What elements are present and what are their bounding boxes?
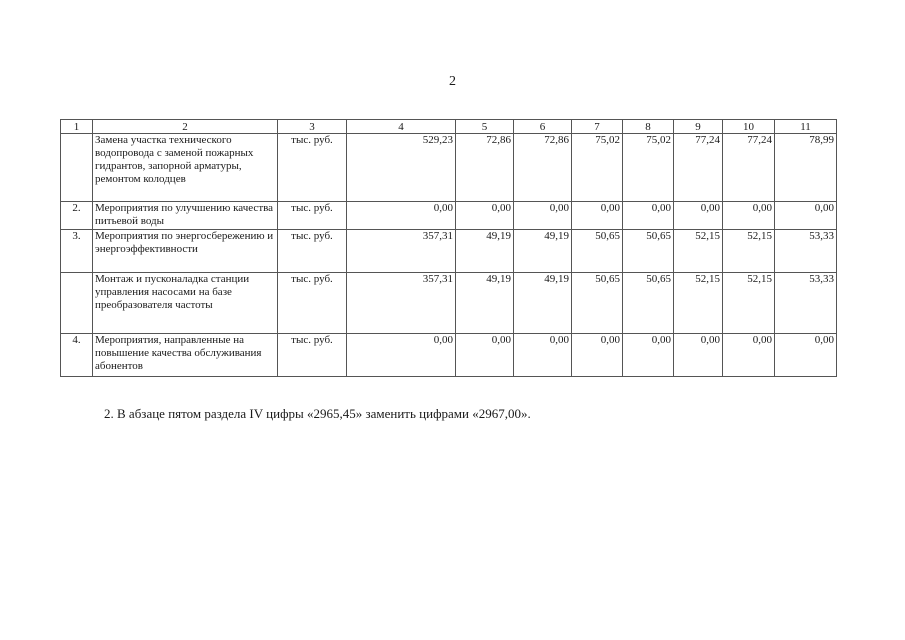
value-cell: 0,00: [514, 334, 572, 377]
value-cell: 49,19: [514, 273, 572, 334]
value-cell: 75,02: [623, 134, 674, 202]
value-cell: 52,15: [674, 273, 723, 334]
column-header: 3: [278, 120, 347, 134]
measure-name: Мероприятия по улучшению качества питьевой воды: [93, 202, 278, 230]
table-row: [61, 334, 837, 377]
table-row: [61, 230, 837, 273]
table-row: [61, 202, 837, 230]
column-header: 1: [61, 120, 93, 134]
value-cell: 50,65: [623, 230, 674, 273]
value-cell: 52,15: [723, 273, 775, 334]
value-cell: 357,31: [347, 273, 456, 334]
page-number: 2: [449, 74, 456, 89]
value-cell: 50,65: [623, 273, 674, 334]
value-cell: 72,86: [514, 134, 572, 202]
value-cell: 0,00: [347, 334, 456, 377]
unit-cell: тыс. руб.: [278, 202, 347, 230]
column-header: 6: [514, 120, 572, 134]
unit-cell: тыс. руб.: [278, 273, 347, 334]
measure-name: Монтаж и пусконаладка станции управления насосами на базе преобразователя частоты: [93, 273, 278, 334]
value-cell: 77,24: [674, 134, 723, 202]
value-cell: 0,00: [572, 202, 623, 230]
value-cell: 49,19: [456, 230, 514, 273]
value-cell: 0,00: [723, 202, 775, 230]
value-cell: 52,15: [674, 230, 723, 273]
value-cell: 72,86: [456, 134, 514, 202]
amendment-paragraph: 2. В абзаце пятом раздела IV цифры «2965,45» заменить цифрами «2967,00».: [104, 406, 531, 421]
value-cell: 0,00: [623, 202, 674, 230]
measure-name: Мероприятия по энергосбережению и энергоэффективности: [93, 230, 278, 273]
value-cell: 0,00: [674, 334, 723, 377]
column-header: 7: [572, 120, 623, 134]
value-cell: 0,00: [674, 202, 723, 230]
value-cell: 0,00: [775, 202, 837, 230]
table-row: [61, 273, 837, 334]
value-cell: 0,00: [456, 334, 514, 377]
column-header: 4: [347, 120, 456, 134]
value-cell: 78,99: [775, 134, 837, 202]
value-cell: 49,19: [456, 273, 514, 334]
value-cell: 0,00: [514, 202, 572, 230]
column-header: 5: [456, 120, 514, 134]
value-cell: 50,65: [572, 273, 623, 334]
row-number: 2.: [61, 202, 93, 230]
column-header: 9: [674, 120, 723, 134]
value-cell: 77,24: [723, 134, 775, 202]
row-number: 3.: [61, 230, 93, 273]
value-cell: 0,00: [572, 334, 623, 377]
value-cell: 50,65: [572, 230, 623, 273]
value-cell: 529,23: [347, 134, 456, 202]
column-header: 2: [93, 120, 278, 134]
value-cell: 0,00: [623, 334, 674, 377]
unit-cell: тыс. руб.: [278, 334, 347, 377]
value-cell: 0,00: [775, 334, 837, 377]
measures-table: [60, 119, 837, 377]
table-header-row: [61, 120, 837, 134]
measure-name: Мероприятия, направленные на повышение качества обслуживания абонентов: [93, 334, 278, 377]
value-cell: 0,00: [723, 334, 775, 377]
row-number: [61, 273, 93, 334]
column-header: 8: [623, 120, 674, 134]
column-header: 10: [723, 120, 775, 134]
value-cell: 75,02: [572, 134, 623, 202]
measure-name: Замена участка технического водопровода с заменой пожарных гидрантов, запорной арматуры, ремонтом колодцев: [93, 134, 278, 202]
value-cell: 53,33: [775, 230, 837, 273]
table-row: [61, 134, 837, 202]
row-number: 4.: [61, 334, 93, 377]
column-header: 11: [775, 120, 837, 134]
unit-cell: тыс. руб.: [278, 230, 347, 273]
value-cell: 52,15: [723, 230, 775, 273]
value-cell: 53,33: [775, 273, 837, 334]
value-cell: 0,00: [456, 202, 514, 230]
value-cell: 357,31: [347, 230, 456, 273]
value-cell: 49,19: [514, 230, 572, 273]
value-cell: 0,00: [347, 202, 456, 230]
row-number: [61, 134, 93, 202]
unit-cell: тыс. руб.: [278, 134, 347, 202]
